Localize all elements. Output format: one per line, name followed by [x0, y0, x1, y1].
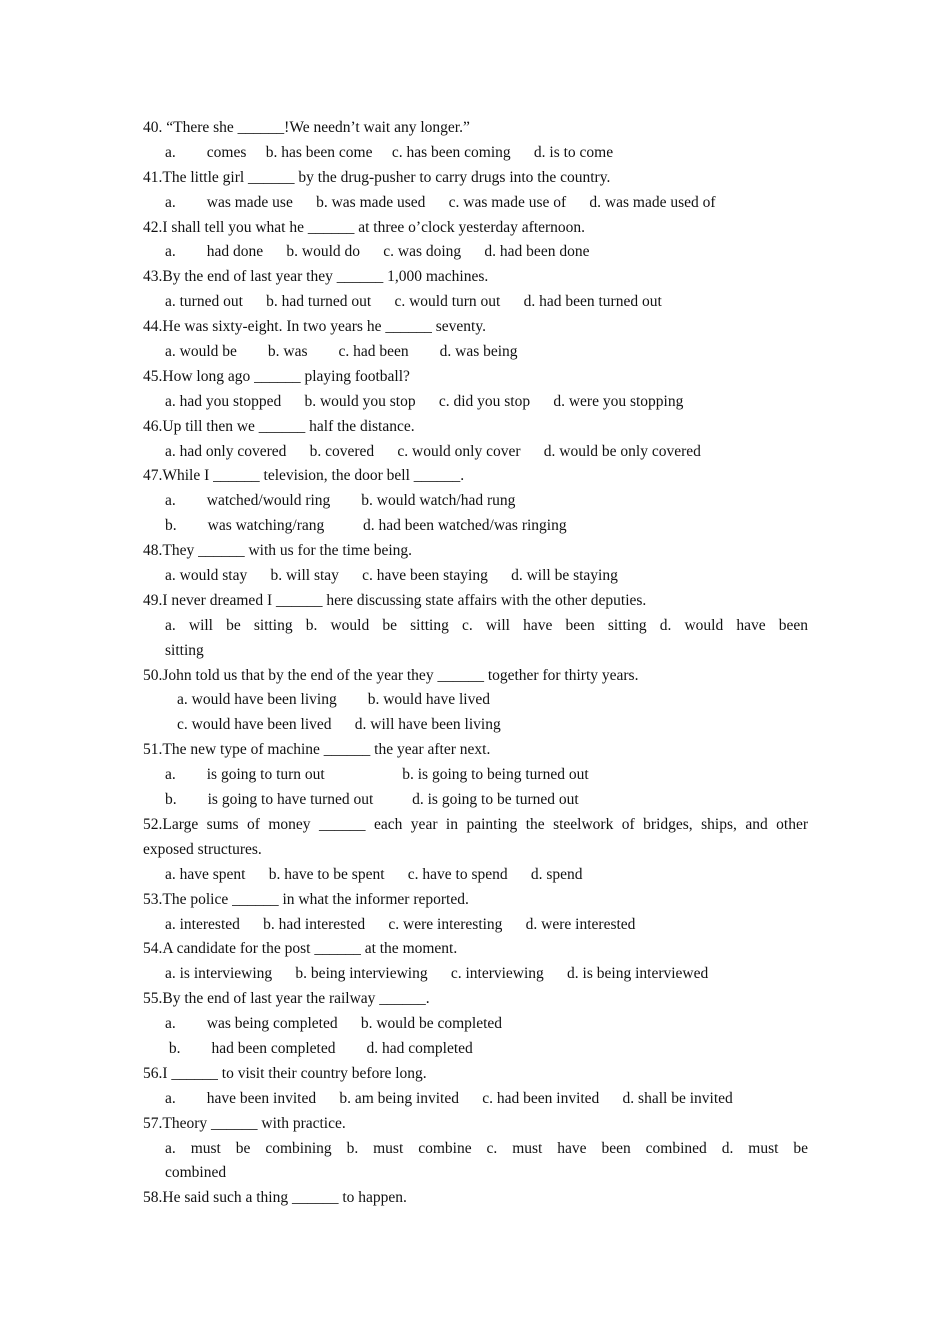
question-list: [143, 116, 808, 1211]
question-45-options: a. had you stopped b. would you stop c. did you stop d. were you stopping: [165, 392, 684, 410]
question-40-stem: 40. “There she ______!We needn’t wait any longer.”: [143, 119, 470, 136]
question-44-stem: 44.He was sixty-eight. In two years he ______ seventy.: [143, 318, 486, 336]
question-44-options: a. would be b. was c. had been d. was being: [165, 343, 518, 361]
question-41-options: a. was made use b. was made used c. was made use of d. was made used of: [165, 193, 716, 211]
question-51-options-row-1: a. is going to turn out b. is going to being turned out: [165, 766, 589, 784]
question-56-options: a. have been invited b. am being invited c. had been invited d. shall be invited: [165, 1089, 733, 1107]
question-57-options: [143, 1137, 808, 1187]
question-48-stem: 48.They ______ with us for the time being.: [143, 542, 413, 560]
question-49-stem: 49.I never dreamed I ______ here discussing state affairs with the other deputies.: [143, 591, 647, 609]
question-46-options: a. had only covered b. covered c. would only cover d. would be only covered: [165, 442, 701, 460]
question-52-stem-line-1: 52.Large sums of money ______ each year in painting the steelwork of bridges, ships, and other: [143, 815, 808, 833]
question-51-stem: 51.The new type of machine ______ the year after next.: [143, 741, 491, 759]
question-43-options: a. turned out b. had turned out c. would turn out d. had been turned out: [165, 293, 662, 311]
question-57-options-line-1: a. must be combining b. must combine c. must have been combined d. must be: [165, 1139, 808, 1157]
question-43-stem: 43.By the end of last year they ______ 1,000 machines.: [143, 268, 489, 286]
question-40-options: a. comes b. has been come c. has been coming d. is to come: [165, 143, 614, 161]
question-49-options-line-2: sitting: [165, 641, 204, 659]
question-55-options-row-1: a. was being completed b. would be completed: [165, 1015, 503, 1033]
question-42-options: a. had done b. would do c. was doing d. had been done: [165, 243, 590, 261]
question-48-options: a. would stay b. will stay c. have been staying d. will be staying: [165, 567, 618, 585]
question-53-stem: 53.The police ______ in what the informer reported.: [143, 890, 469, 908]
question-52-options: a. have spent b. have to be spent c. have to spend d. spend: [165, 865, 583, 883]
question-41-stem: 41.The little girl ______ by the drug-pusher to carry drugs into the country.: [143, 168, 611, 186]
question-54-options: a. is interviewing b. being interviewing c. interviewing d. is being interviewed: [165, 965, 709, 983]
question-58-stem: 58.He said such a thing ______ to happen.: [143, 1189, 407, 1207]
question-47-options-row-2: b. was watching/rang d. had been watched/was ringing: [165, 517, 567, 535]
question-56-stem: 56.I ______ to visit their country before long.: [143, 1064, 427, 1082]
question-42-stem: 42.I shall tell you what he ______ at three o’clock yesterday afternoon.: [143, 218, 586, 236]
question-53-options: a. interested b. had interested c. were interesting d. were interested: [165, 915, 636, 933]
question-50-stem: 50.John told us that by the end of the year they ______ together for thirty years.: [143, 666, 639, 684]
question-52-stem-line-2: exposed structures.: [143, 840, 262, 858]
question-55-options-row-2: b. had been completed d. had completed: [165, 1039, 473, 1057]
question-50-options-row-1: a. would have been living b. would have lived: [177, 691, 490, 709]
question-47-options-row-1: a. watched/would ring b. would watch/had rung: [165, 492, 516, 510]
question-57-stem: 57.Theory ______ with practice.: [143, 1114, 346, 1132]
question-55-stem: 55.By the end of last year the railway ______.: [143, 990, 430, 1008]
question-54-stem: 54.A candidate for the post ______ at the moment.: [143, 940, 458, 958]
question-51-options-row-2: b. is going to have turned out d. is going to be turned out: [165, 791, 579, 809]
question-47-stem: 47.While I ______ television, the door bell ______.: [143, 467, 465, 485]
question-45-stem: 45.How long ago ______ playing football?: [143, 367, 410, 385]
question-50-options-row-2: c. would have been lived d. will have been living: [177, 716, 501, 734]
question-46-stem: 46.Up till then we ______ half the distance.: [143, 417, 415, 435]
question-49-options-line-1: a. will be sitting b. would be sitting c. will have been sitting d. would have been: [165, 616, 808, 634]
question-57-options-line-2: combined: [165, 1164, 227, 1182]
question-49-options: [143, 614, 808, 664]
